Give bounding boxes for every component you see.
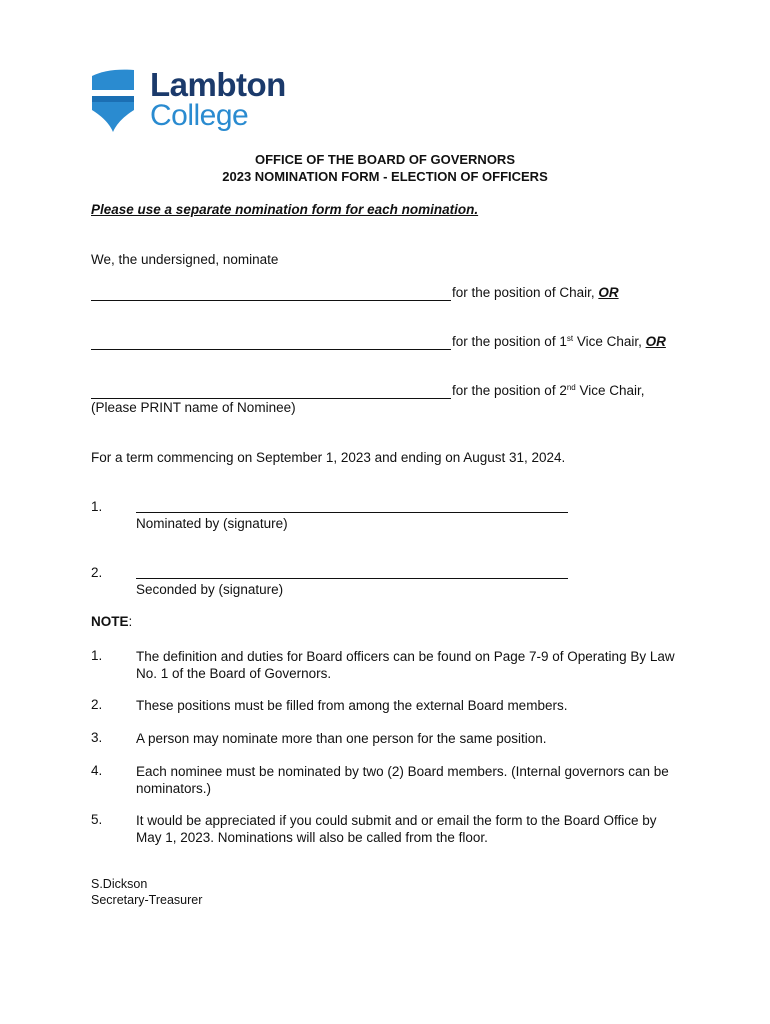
note-number: 2.	[91, 697, 103, 712]
logo-text-college: College	[150, 99, 249, 132]
nominated-by-signature-field[interactable]	[136, 512, 568, 513]
nominated-by-label: Nominated by (signature)	[136, 516, 288, 531]
note-item: The definition and duties for Board officers can be found on Page 7-9 of Operating By Law No. 1 of the Board of Governors.	[136, 649, 675, 681]
position-second-vice-chair-label: for the position of 2nd Vice Chair,	[452, 383, 645, 398]
form-title-office: OFFICE OF THE BOARD OF GOVERNORS	[254, 152, 515, 167]
note-item: A person may nominate more than one person for the same position.	[136, 731, 547, 746]
note-item: Each nominee must be nominated by two (2) Board members. (Internal governors can be nominators.)	[136, 764, 669, 796]
logo-shield-icon	[88, 68, 138, 134]
signoff-title: Secretary-Treasurer	[91, 893, 203, 907]
signature-number: 1.	[91, 499, 103, 514]
nominee-second-vice-chair-field[interactable]	[91, 398, 451, 399]
seconded-by-signature-field[interactable]	[136, 578, 568, 579]
print-name-label: (Please PRINT name of Nominee)	[91, 400, 296, 415]
instruction-text: Please use a separate nomination form for each nomination.	[91, 202, 479, 217]
note-number: 1.	[91, 648, 103, 663]
term-text: For a term commencing on September 1, 2023 and ending on August 31, 2024.	[91, 450, 566, 465]
seconded-by-label: Seconded by (signature)	[136, 582, 284, 597]
note-heading: NOTE:	[91, 614, 133, 629]
nominee-first-vice-chair-field[interactable]	[91, 349, 451, 350]
form-title-nomination: 2023 NOMINATION FORM - ELECTION OF OFFICERS	[222, 169, 548, 184]
note-number: 5.	[91, 812, 103, 827]
logo-text-lambton: Lambton	[150, 66, 286, 103]
position-first-vice-chair-label: for the position of 1st Vice Chair, OR	[452, 334, 666, 349]
note-item: These positions must be filled from among the external Board members.	[136, 698, 568, 713]
position-chair-label: for the position of Chair, OR	[452, 285, 619, 300]
nominee-chair-field[interactable]	[91, 300, 451, 301]
note-number: 3.	[91, 730, 103, 745]
intro-text: We, the undersigned, nominate	[91, 252, 279, 267]
college-logo	[88, 68, 308, 134]
signoff-name: S.Dickson	[91, 877, 148, 891]
note-item: It would be appreciated if you could submit and or email the form to the Board Office by May 1, 2023. Nominations will also be called from the floor.	[136, 813, 657, 845]
signature-number: 2.	[91, 565, 103, 580]
note-number: 4.	[91, 763, 103, 778]
